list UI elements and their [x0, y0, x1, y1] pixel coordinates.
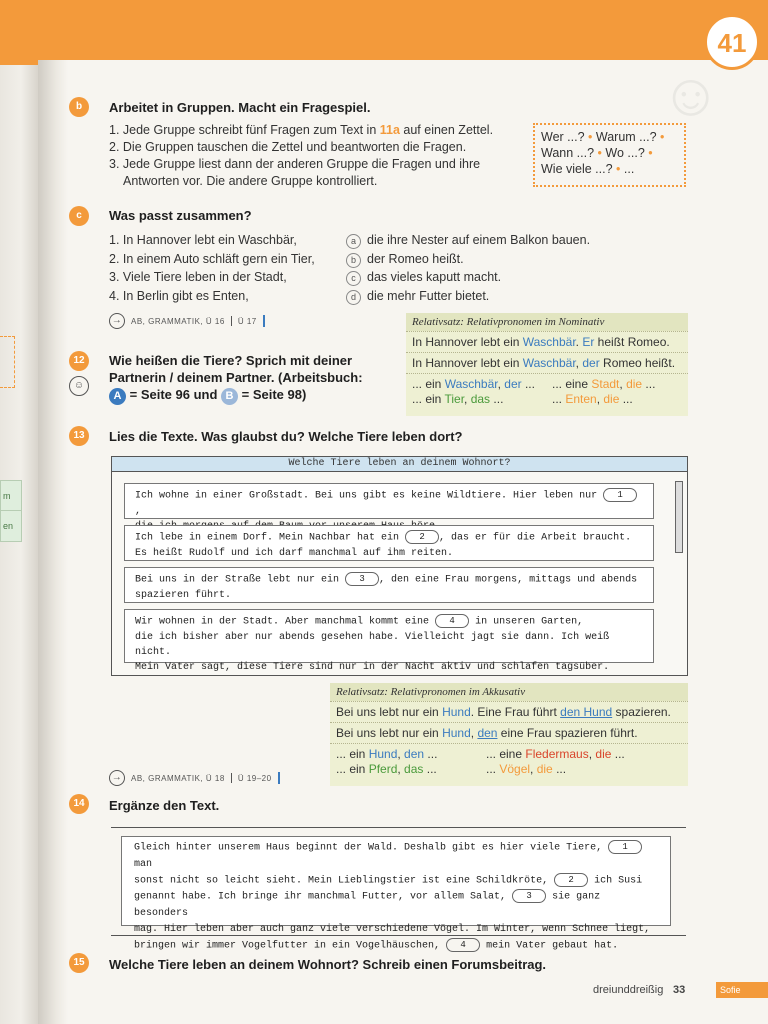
- grammar-example: Bei uns lebt nur ein Hund, den eine Frau spazieren führt.: [330, 722, 688, 743]
- workbook-reference: [109, 770, 280, 786]
- exercise-bullet: b: [69, 97, 89, 117]
- reference-label: AB, GRAMMATIK, Ü 16: [131, 316, 225, 326]
- grammar-example: In Hannover lebt ein Waschbär. Er heißt Romeo.: [406, 331, 688, 352]
- gap-field[interactable]: 3: [345, 572, 379, 586]
- left-page-tab: m: [0, 480, 22, 512]
- footer-tag: Sofie: [716, 982, 768, 998]
- reference-exercise: Ü 19–20: [237, 773, 272, 783]
- list-item: Antworten vor. Die andere Gruppe kontrolliert.: [123, 174, 378, 188]
- scrollbar[interactable]: [675, 481, 683, 553]
- grammar-box-nominativ: [406, 313, 688, 416]
- forum-post: Ich wohne in einer Großstadt. Bei uns gibt es keine Wildtiere. Hier leben nur 1,: [124, 483, 654, 519]
- grammar-pattern-table: ... ein Waschbär, der ... ... ein Tier, das ... ... eine Stadt, die ... ... Enten, die ...: [406, 373, 688, 410]
- exercise-12-text: Wie heißen die Tiere? Sprich mit deiner Partnerin / deinem Partner. (Arbeitsbuch: A = Seite 96 und B = Seite 98): [109, 352, 399, 405]
- reference-label: AB, GRAMMATIK, Ü 18: [131, 773, 225, 783]
- left-page-orange-bar: [0, 0, 38, 65]
- book-gutter: [38, 0, 68, 1024]
- top-orange-bar: [38, 0, 768, 60]
- exercise-heading: Lies die Texte. Was glaubst du? Welche Tiere leben dort?: [109, 429, 463, 444]
- question-words-box: Wer ...? • Warum ...? • Wann ...? • Wo ...? • Wie viele ...? • ...: [533, 123, 686, 187]
- gap-field[interactable]: 1: [603, 488, 637, 502]
- divider: [231, 316, 232, 326]
- gap-field[interactable]: 4: [435, 614, 469, 628]
- gap-field[interactable]: 1: [608, 840, 642, 854]
- workbook-reference: [109, 313, 265, 329]
- cloze-text-box: [111, 827, 686, 952]
- arrow-right-icon: →: [109, 313, 125, 329]
- gap-field[interactable]: 4: [446, 938, 480, 952]
- list-item: d die mehr Futter bietet.: [346, 287, 676, 306]
- exercise-bullet: 13: [69, 426, 89, 446]
- grammar-example: Bei uns lebt nur ein Hund. Eine Frau führt den Hund spazieren.: [330, 701, 688, 722]
- matching-left-column: [109, 231, 344, 305]
- divider: [231, 773, 232, 783]
- forum-window: [111, 456, 688, 676]
- exercise-heading: Welche Tiere leben an deinem Wohnort? Schreib einen Forumsbeitrag.: [109, 957, 547, 972]
- partner-icon: ☺: [69, 376, 89, 396]
- exercise-heading: Was passt zusammen?: [109, 208, 252, 223]
- grammar-box-akkusativ: [330, 683, 688, 786]
- gap-field[interactable]: 2: [405, 530, 439, 544]
- page-number-badge: 41: [704, 14, 760, 70]
- forum-post: Bei uns in der Straße lebt nur ein 3 , den eine Frau morgens, mittags und abends spazieren führt.: [124, 567, 654, 603]
- list-item: 1. Jede Gruppe schreibt fünf Fragen zum Text in 11a auf einen Zettel.: [109, 123, 494, 137]
- list-item: 3. Viele Tiere leben in der Stadt,: [109, 270, 287, 284]
- left-page-tab: en: [0, 510, 22, 542]
- grammar-example: In Hannover lebt ein Waschbär, der Romeo heißt.: [406, 352, 688, 373]
- exercise-heading: Arbeitet in Gruppen. Macht ein Fragespiel.: [109, 100, 371, 115]
- list-item: 4. In Berlin gibt es Enten,: [109, 288, 249, 303]
- divider: [278, 772, 280, 784]
- reference-exercise: Ü 17: [237, 316, 257, 326]
- list-item: a die ihre Nester auf einem Balkon bauen.: [346, 231, 676, 250]
- grammar-pattern-table: ... ein Hund, den ... ... ein Pferd, das ... ... eine Fledermaus, die ... ... Vögel, die ...: [330, 743, 688, 780]
- cloze-text: Gleich hinter unserem Haus beginnt der Wald. Deshalb gibt es hier viele Tiere, 1 man sonst nicht so leicht sieht. Mein Lieblingstier ist eine Schildkröte, 2 ich Susi genannt habe. Ich bringe ihr manchmal Futter, vor allem Salat, 3 sie ganz besonders mag. Hier leben aber auch ganz viele verschiedene Vögel. Im Winter, wenn Schnee liegt, bringen wir immer Vogelfutter in ein Vogelhäuschen, 4 mein Vater gebaut hat.: [121, 836, 671, 926]
- badge-b: B: [221, 388, 238, 405]
- list-item: 2. In einem Auto schläft gern ein Tier,: [109, 251, 315, 266]
- footer-page-word: dreiunddreißig: [593, 984, 664, 996]
- list-item: 3. Jede Gruppe liest dann der anderen Gruppe die Fragen und ihre: [109, 157, 481, 171]
- badge-a: A: [109, 388, 126, 405]
- forum-post: Wir wohnen in der Stadt. Aber manchmal kommt eine 4 in unseren Garten, die ich bisher aber nur abends gesehen habe. Vielleicht jagt sie dann. Ich weiß nicht. Mein Vater sagt, diese Tiere sind nur in der Nacht aktiv und schlafen tagsüber.: [124, 609, 654, 663]
- forum-title: Welche Tiere leben an deinem Wohnort?: [112, 457, 687, 472]
- forum-post: Ich lebe in einem Dorf. Mein Nachbar hat ein 2 , das er für die Arbeit braucht. Es heißt Rudolf und ich darf manchmal auf ihm reiten.: [124, 525, 654, 561]
- grammar-box-title: Relativsatz: Relativpronomen im Akkusativ: [330, 683, 688, 701]
- exercise-bullet: c: [69, 206, 89, 226]
- list-item: c das vieles kaputt macht.: [346, 268, 676, 287]
- gap-field[interactable]: 3: [512, 889, 546, 903]
- background-watermark: ☺: [660, 61, 722, 128]
- list-item: 2. Die Gruppen tauschen die Zettel und beantworten die Fragen.: [109, 140, 467, 154]
- exercise-heading: Ergänze den Text.: [109, 798, 220, 813]
- gap-field[interactable]: 2: [554, 873, 588, 887]
- grammar-box-title: Relativsatz: Relativpronomen im Nominativ: [406, 313, 688, 331]
- arrow-right-icon: →: [109, 770, 125, 786]
- matching-right-column: [346, 231, 676, 305]
- left-page-edge: [0, 0, 38, 1024]
- exercise-bullet: 12: [69, 351, 89, 371]
- footer-page-number: 33: [673, 984, 686, 996]
- exercise-bullet: 14: [69, 794, 89, 814]
- exercise-bullet: 15: [69, 953, 89, 973]
- exercise-b-list: [109, 122, 529, 190]
- list-item: b der Romeo heißt.: [346, 250, 676, 269]
- left-page-dotted-box: [0, 336, 15, 388]
- list-item: 1. In Hannover lebt ein Waschbär,: [109, 233, 297, 247]
- divider: [263, 315, 265, 327]
